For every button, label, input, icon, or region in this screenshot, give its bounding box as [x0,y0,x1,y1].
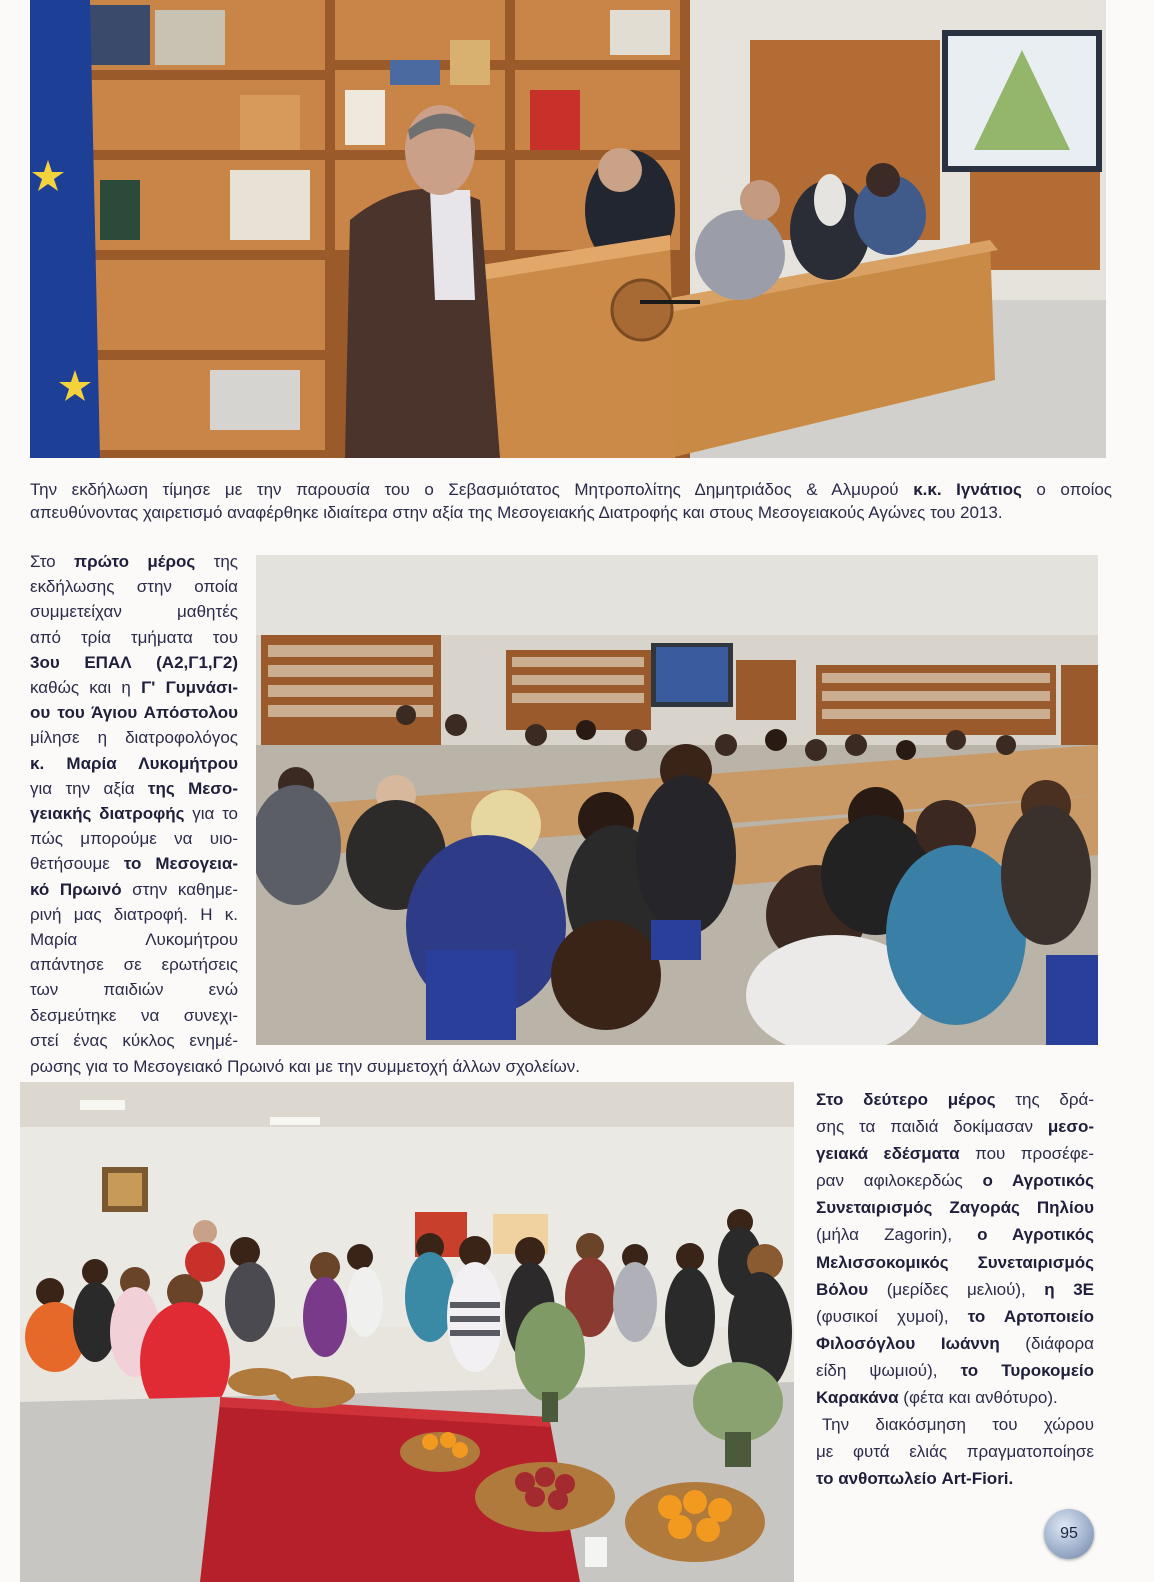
left-column-text: Στο πρώτο μέρος της εκδήλωσης στην οποία συμμετείχαν μαθητές από τρία τμήματα του 3ου ΕΠΑΛ (Α2,Γ1,Γ2) καθώς και η Γ' Γυμνάσι- ου του Άγιου Απόστολου μίλησε η διατροφολόγος κ. Μαρία Λυκομήτρου για την αξία της Μεσο- γειακής διατροφής για το πώς μπορούμε να υιο- θετήσουμε το Μεσογεια- κό Πρωινό στην καθημε- ρινή μας διατροφή. Η κ. Μαρία Λυκομήτρου απάντησε σε ερωτήσεις των παιδιών ενώ δεσμεύτηκε να συνεχι- στεί ένας κύκλος ενημέ- [30,552,239,1050]
right-column-text: Στο δεύτερο μέρος της δρά- σης τα παιδιά δοκίμασαν μεσο- γειακά εδέσματα που προσέφε- ραν αφιλοκερδώς ο Αγροτικός Συνεταιρισμός Ζαγοράς Πηλίου (μήλα Zagorin), ο Αγροτικός Μελισσοκομικός Συνεταιρισμός Βόλου (μερίδες μελιού), η 3Ε (φυσικοί χυμοί), το Αρτοποιείο Φιλοσόγλου Ιωάννη (διάφορα είδη ψωμιού), το Τυροκομείο Καρακάνα (φέτα και ανθότυρο). Την διακόσμηση του χώρου με φυτά ελιάς πραγματοποίησε το ανθοπωλείο Art-Fiori. [816,1090,1095,1489]
caption-line-1: Την εκδήλωση τίμησε με την παρουσία του ο Σεβασμιότατος Μητροπολίτης Δημητριάδος & Αλμυρού κ.κ. Ιγνάτιος ο οποίος [30,480,1113,499]
page-number-badge [1044,1509,1094,1559]
page-number: 95 [1060,1525,1078,1542]
caption-bold-name: κ.κ. Ιγνάτιος [913,480,1022,499]
photo-podium-speakers [30,0,1106,458]
caption-line-2: απευθύνοντας χαιρετισμό αναφέρθηκε ιδιαίτερα στην αξία της Μεσογειακής Διατροφής και στους Μεσογειακούς Αγώνες του 2013. [30,503,1003,522]
photo-food-tasting [20,1082,794,1582]
photo-caption [30,478,1112,524]
photo-students-library [256,555,1098,1045]
left-column-final-line: ρωσης για το Μεσογειακό Πρωινό και με την συμμετοχή άλλων σχολείων. [30,1057,580,1076]
